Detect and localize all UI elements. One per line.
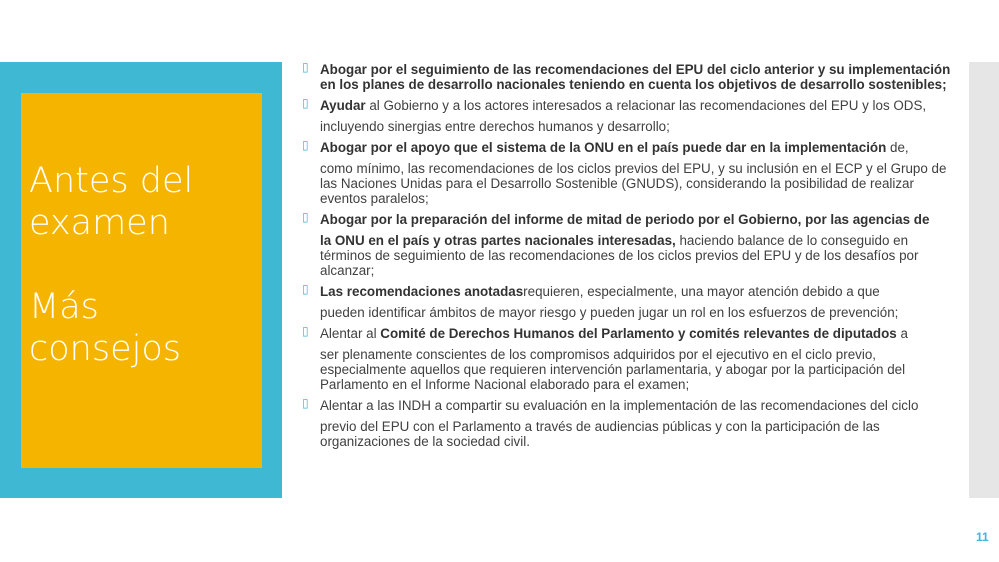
list-item xyxy=(300,212,960,278)
list-item xyxy=(300,140,960,206)
item-bold-text: Abogar por la preparación del informe de mitad de periodo por el Gobierno, por las agencias de xyxy=(320,212,930,227)
item-continuation: como mínimo, las recomendaciones de los ciclos previos del EPU, y su inclusión en el ECP y el Grupo de las Naciones Unidas para el Desarrollo Sostenible (GNUDS), considerando la posibilidad de realizar eventos paralelos; xyxy=(320,161,947,206)
page-number: 11 xyxy=(976,530,989,544)
item-continuation: ser plenamente conscientes de los compromisos adquiridos por el ejecutivo en el ciclo previo, especialmente aquellos que requieren intervención parlamentaria, y abogar por la participación del Parlamento en el Informe Nacional elaborado para el examen; xyxy=(320,347,906,392)
bullet-icon: ▯ xyxy=(302,324,309,338)
list-item xyxy=(300,62,960,92)
list-item xyxy=(300,398,960,449)
item-text: a xyxy=(896,326,908,341)
title-line-3: Más consejos xyxy=(29,287,181,369)
item-bold-text: Abogar por el apoyo que el sistema de la ONU en el país puede dar en la implementación xyxy=(320,140,887,155)
list-item xyxy=(300,284,960,320)
item-bold-text: Comité de Derechos Humanos del Parlamento y comités relevantes de diputados xyxy=(380,326,897,341)
item-bold-text: Ayudar xyxy=(320,98,366,113)
item-text: de, xyxy=(886,140,909,155)
item-bold-text: Las recomendaciones anotadas xyxy=(320,284,524,299)
bullet-icon: ▯ xyxy=(302,396,309,410)
item-text: requieren, especialmente, una mayor atención debido a que xyxy=(523,284,880,299)
item-bold-text: Abogar por el seguimiento de las recomendaciones del EPU del ciclo anterior y su implementación en los planes de desarrollo nacionales teniendo en cuenta los objetivos de desarrollo sostenibles; xyxy=(320,62,951,92)
bullet-icon: ▯ xyxy=(302,210,309,224)
bullet-list xyxy=(300,62,960,455)
list-item xyxy=(300,326,960,392)
item-text: Alentar a las INDH a compartir su evaluación en la implementación de las recomendaciones del ciclo xyxy=(320,398,919,413)
right-accent-bar xyxy=(969,62,999,498)
bullet-icon: ▯ xyxy=(302,96,309,110)
list-item xyxy=(300,98,960,134)
item-continuation: pueden identificar ámbitos de mayor riesgo y pueden jugar un rol en los esfuerzos de prevención; xyxy=(320,305,899,320)
slide-title xyxy=(29,160,259,370)
bullet-icon: ▯ xyxy=(302,60,309,74)
bullet-icon: ▯ xyxy=(302,282,309,296)
item-bold-text-2: la ONU en el país y otras partes nacionales interesadas, xyxy=(320,233,676,248)
title-line-1: Antes del xyxy=(29,161,194,201)
item-pre-text: Alentar al xyxy=(320,326,381,341)
bullet-icon: ▯ xyxy=(302,138,309,152)
item-continuation: incluyendo sinergias entre derechos humanos y desarrollo; xyxy=(320,119,670,134)
item-continuation: previo del EPU con el Parlamento a través de audiencias públicas y con la participación de las organizaciones de la sociedad civil. xyxy=(320,419,880,449)
title-line-2: examen xyxy=(29,203,170,243)
item-text: al Gobierno y a los actores interesados a relacionar las recomendaciones del EPU y los ODS, xyxy=(365,98,927,113)
item-text: haciendo balance de lo conseguido en términos de seguimiento de las recomendaciones de los ciclos previos del EPU y de los desafíos por alcanzar; xyxy=(320,233,919,278)
